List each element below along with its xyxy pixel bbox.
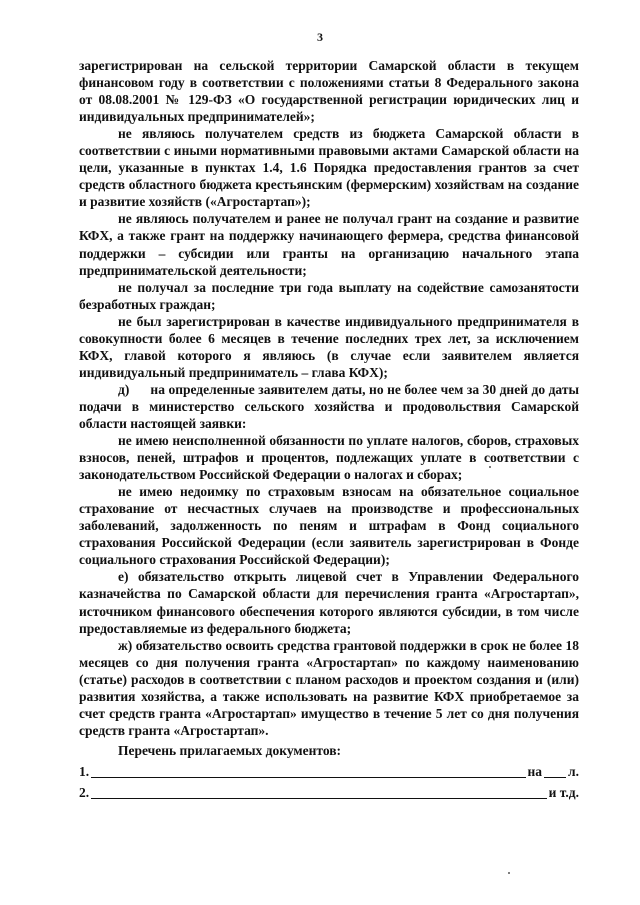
document-body: [79, 57, 583, 801]
paragraph-no-insurance-arrears: не имею недоимку по страховым взносам на обязательное социальное страхование от несчастных случаев на производстве и профессиональных заболеваний, задолженность по пеням и штрафам в Фонд социального страхования Российской Федерации (если заявитель зарегистрирован в Фонде социального страхования Российской Федерации);: [79, 484, 579, 568]
document-sheets-label: л.: [568, 763, 579, 779]
page-number: 3: [317, 30, 323, 44]
paragraph-no-prior-grant: не являюсь получателем и ранее не получал грант на создание и развитие КФХ, а также грант на поддержку начинающего фермера, средства финансовой поддержки – субсидии или гранты на организацию начального этапа предпринимательской деятельности;: [79, 211, 579, 278]
paragraph-item-zh: ж) обязательство освоить средства грантовой поддержки в срок не более 18 месяцев со дня получения гранта «Агростартап» по каждому наименованию (статье) расходов в соответствии с планом расходов и проектом создания и (или) развития хозяйства, а также использовать на развитие КФХ приобретаемое за счет средств гранта «Агростартап» имущество в течение 5 лет со дня получения средств гранта «Агростартап».: [79, 637, 579, 738]
document-name-blank: [91, 785, 547, 799]
document-etc-label: и т.д.: [548, 784, 579, 800]
document-pages-label: на: [527, 763, 543, 779]
document-name-blank: [91, 764, 525, 778]
paragraph-not-budget-recipient: не являюсь получателем средств из бюджета Самарской области в соответствии с иными нормативными правовыми актами Самарской области на цели, указанные в пунктах 1.4, 1.6 Порядка предоставления грантов за счет средств областного бюджета крестьянским (фермерским) хозяйствам на создание и развитие хозяйств («Агростартап»);: [79, 126, 579, 210]
document-line-number: 2.: [79, 784, 90, 800]
paragraph-item-e: е) обязательство открыть лицевой счет в Управлении Федерального казначейства по Самарской области для перечисления гранта «Агростартап», источником финансового обеспечения которого являются субсидии, в том числе предоставляемые из федерального бюджета;: [79, 569, 579, 636]
paragraph-no-self-employment-payment: не получал за последние три года выплату на содействие самозанятости безработных граждан;: [79, 279, 579, 312]
documents-list-heading: Перечень прилагаемых документов:: [118, 742, 342, 758]
document-line-1: [79, 761, 579, 780]
document-line-number: 1.: [79, 763, 90, 779]
scan-speck: [489, 466, 491, 468]
paragraph-no-tax-debt: не имею неисполненной обязанности по уплате налогов, сборов, страховых взносов, пеней, штрафов и процентов, подлежащих уплате в соответствии с законодательством Российской Федерации о налогах и сборах;: [79, 433, 579, 483]
paragraph-not-entrepreneur: не был зарегистрирован в качестве индивидуального предпринимателя в совокупности более 6 месяцев в течение последних трех лет, за исключением КФХ, главой которого я являюсь (в случае если заявителем является индивидуальный предприниматель – глава КФХ);: [79, 313, 579, 380]
paragraph-item-d: д) на определенные заявителем даты, но не более чем за 30 дней до даты подачи в министерство сельского хозяйства и продовольствия Самарской области настоящей заявки:: [79, 381, 583, 431]
document-pages-blank: [544, 764, 566, 778]
paragraph-registration: зарегистрирован на сельской территории Самарской области в текущем финансовом году в соответствии с положениями статьи 8 Федерального закона от 08.08.2001 № 129-ФЗ «О государственной регистрации юридических лиц и индивидуальных предпринимателей»;: [79, 58, 579, 125]
document-line-2: [79, 782, 579, 801]
scan-speck: [508, 872, 510, 874]
